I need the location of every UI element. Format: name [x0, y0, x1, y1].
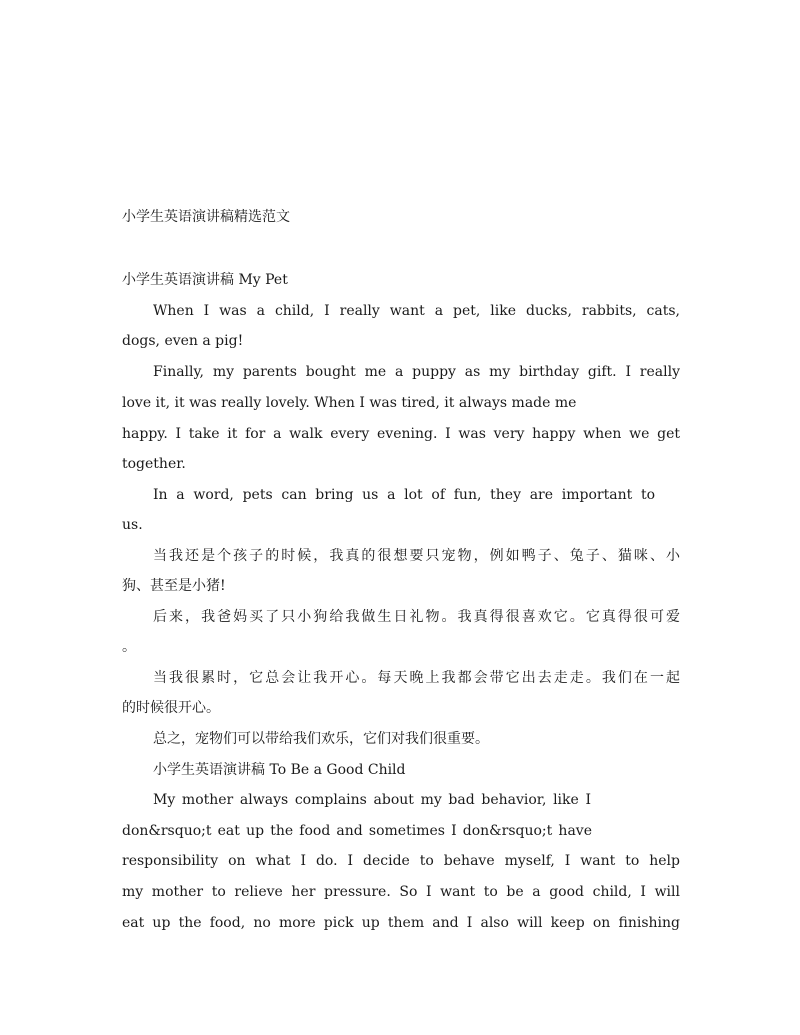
text-line: together. — [122, 456, 186, 472]
text-line: My mother always complains about my bad behavior, like I — [153, 792, 591, 808]
text-line: us. — [122, 517, 143, 533]
text-line: 当我还是个孩子的时候，我真的很想要只宠物，例如鸭子、兔子、猫咪、小 — [153, 548, 680, 564]
text-line: responsibility on what I do. I decide to behave myself, I want to help — [122, 853, 680, 869]
text-line: Finally, my parents bought me a puppy as my birthday gift. I really — [153, 364, 680, 380]
text-line: 。 — [122, 639, 136, 655]
text-line: 狗、甚至是小猪! — [122, 578, 226, 594]
text-line: 总之，宠物们可以带给我们欢乐，它们对我们很重要。 — [153, 731, 489, 747]
text-line: 当我很累时，它总会让我开心。每天晚上我都会带它出去走走。我们在一起 — [153, 670, 680, 686]
text-line: eat up the food, no more pick up them and I also will keep on finishing — [122, 915, 680, 931]
document-title: 小学生英语演讲稿精选范文 — [122, 209, 290, 225]
text-line: When I was a child, I really want a pet, like ducks, rabbits, cats, — [153, 303, 680, 319]
text-line: 的时候很开心。 — [122, 700, 220, 716]
section-heading-my-pet: 小学生英语演讲稿 My Pet — [122, 272, 288, 288]
text-line: dogs, even a pig! — [122, 333, 244, 349]
text-line: happy. I take it for a walk every evening. I was very happy when we get — [122, 426, 680, 442]
section-heading-good-child: 小学生英语演讲稿 To Be a Good Child — [153, 762, 406, 778]
text-line: 后来，我爸妈买了只小狗给我做生日礼物。我真得很喜欢它。它真得很可爱 — [153, 609, 680, 625]
text-line: In a word, pets can bring us a lot of fun, they are important to — [153, 487, 655, 503]
text-line: love it, it was really lovely. When I was tired, it always made me — [122, 395, 577, 411]
text-line: my mother to relieve her pressure. So I want to be a good child, I will — [122, 884, 680, 900]
text-line: don&rsquo;t eat up the food and sometimes I don&rsquo;t have — [122, 823, 592, 839]
